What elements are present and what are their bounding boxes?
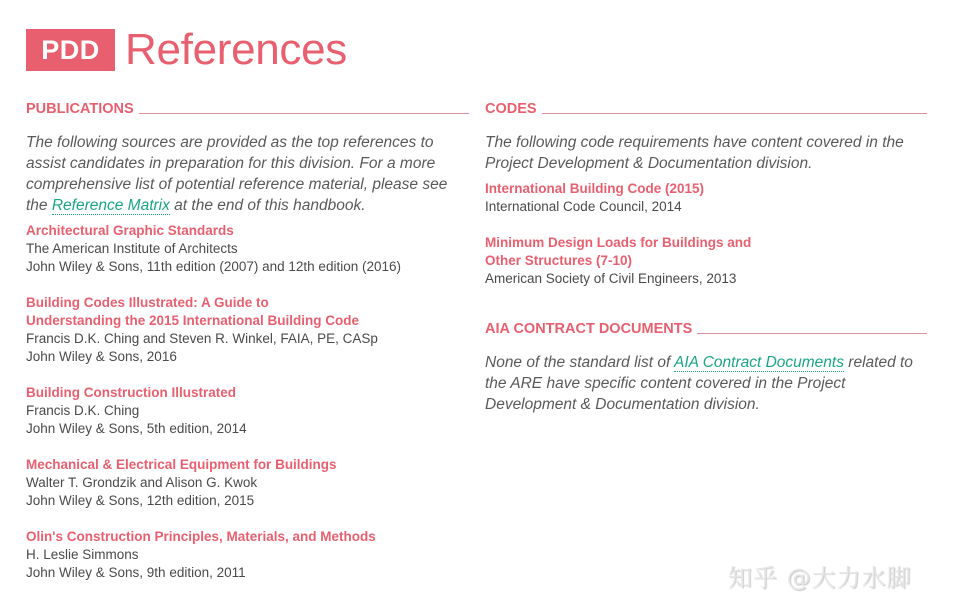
publications-section-heading: [26, 100, 469, 118]
reference-entry: [485, 234, 927, 288]
codes-list: [485, 180, 927, 288]
watermark: 知乎 @大力水脚: [728, 564, 912, 592]
reference-entry: [26, 294, 469, 366]
page-title: References: [125, 25, 348, 74]
aia-section-heading: [485, 320, 927, 338]
pdd-badge: PDD: [26, 29, 115, 71]
reference-title: Other Structures (7-10): [485, 253, 633, 268]
reference-title: Understanding the 2015 International Building Code: [26, 313, 360, 328]
intro-text: related to the ARE have specific content covered in the Project Development & Documentation division.: [485, 354, 913, 413]
reference-detail: Francis D.K. Ching: [26, 403, 140, 418]
section-divider: [139, 113, 469, 114]
page-header: [26, 25, 348, 74]
reference-detail: American Society of Civil Engineers, 2013: [485, 271, 737, 286]
reference-title: Mechanical & Electrical Equipment for Buildings: [26, 457, 337, 472]
section-divider: [697, 333, 927, 334]
reference-entry: [26, 222, 469, 276]
intro-text: None of the standard list of: [485, 354, 674, 371]
reference-detail: International Code Council, 2014: [485, 199, 682, 214]
reference-entry: [26, 384, 469, 438]
codes-column: [485, 100, 927, 421]
reference-detail: John Wiley & Sons, 2016: [26, 349, 177, 364]
aia-intro: [485, 352, 927, 415]
reference-title: Minimum Design Loads for Buildings and: [485, 235, 752, 250]
reference-title: Building Codes Illustrated: A Guide to: [26, 295, 269, 310]
reference-entry: [26, 528, 469, 582]
reference-detail: John Wiley & Sons, 9th edition, 2011: [26, 565, 246, 580]
aia-contract-documents-link[interactable]: AIA Contract Documents: [673, 354, 844, 371]
codes-heading-label: CODES: [485, 101, 537, 117]
reference-title: International Building Code (2015): [485, 181, 705, 196]
reference-detail: Walter T. Grondzik and Alison G. Kwok: [26, 475, 258, 490]
reference-detail: H. Leslie Simmons: [26, 547, 139, 562]
codes-section-heading: [485, 100, 927, 118]
section-divider: [542, 113, 927, 114]
reference-matrix-link[interactable]: Reference Matrix: [51, 197, 170, 214]
publications-intro: [26, 132, 469, 216]
publications-column: [26, 100, 469, 600]
reference-title: Building Construction Illustrated: [26, 385, 236, 400]
reference-title: Olin's Construction Principles, Materials, and Methods: [26, 529, 376, 544]
reference-entry: [485, 180, 927, 216]
reference-detail: Francis D.K. Ching and Steven R. Winkel, FAIA, PE, CASp: [26, 331, 378, 346]
intro-text: The following sources are provided as the top references to assist candidates in preparation for this division. For a more comprehensive list of potential reference material, please see the: [26, 134, 448, 214]
reference-detail: The American Institute of Architects: [26, 241, 238, 256]
publications-list: [26, 222, 469, 582]
aia-heading-label: AIA CONTRACT DOCUMENTS: [485, 321, 693, 337]
publications-heading-label: PUBLICATIONS: [26, 101, 134, 117]
reference-detail: John Wiley & Sons, 12th edition, 2015: [26, 493, 255, 508]
reference-detail: John Wiley & Sons, 5th edition, 2014: [26, 421, 247, 436]
reference-detail: John Wiley & Sons, 11th edition (2007) and 12th edition (2016): [26, 259, 401, 274]
intro-text: at the end of this handbook.: [169, 197, 366, 214]
reference-entry: [26, 456, 469, 510]
reference-title: Architectural Graphic Standards: [26, 223, 234, 238]
codes-intro: The following code requirements have content covered in the Project Development & Documentation division.: [485, 134, 904, 172]
